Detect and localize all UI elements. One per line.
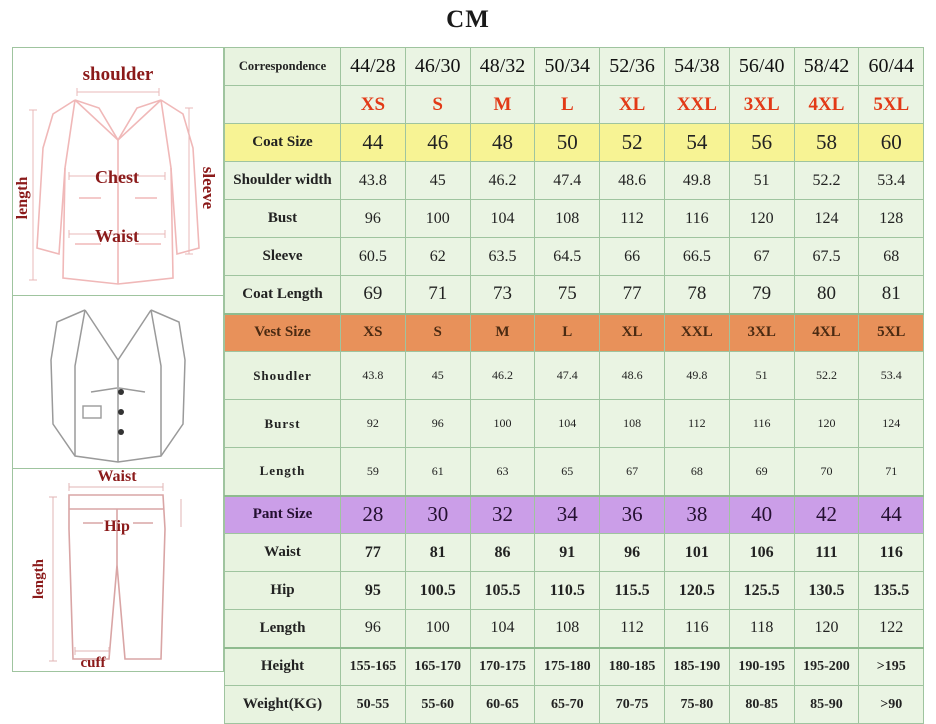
cell-vestlength-1: 59 [341,448,406,496]
cell-hip-9: 135.5 [859,572,924,610]
jacket-diagram [13,48,223,296]
cell-weight-2: 55-60 [405,686,470,724]
cell-bust-3: 104 [470,200,535,238]
table-row-letter-sizes [225,86,924,124]
cell-vestlength-5: 67 [600,448,665,496]
cell-weight-3: 60-65 [470,686,535,724]
cell-vestlength-4: 65 [535,448,600,496]
cell-weight-7: 80-85 [729,686,794,724]
cell-vestsize-5: XL [600,314,665,352]
cell-vestsize-7: 3XL [729,314,794,352]
table-row-coat-length [225,276,924,314]
table-row-vest-size [225,314,924,352]
cell-waist-8: 111 [794,534,859,572]
svg-text:length: length [31,558,47,600]
row-label-letter-sizes [225,86,341,124]
row-label-weight: Weight(KG) [225,686,341,724]
cell-bust-4: 108 [535,200,600,238]
pants-icon [13,469,223,669]
cell-correspondence-8: 58/42 [794,48,859,86]
cell-hip-4: 110.5 [535,572,600,610]
cell-vestlength-9: 71 [859,448,924,496]
table-row-vest-burst [225,400,924,448]
cell-pantlength-4: 108 [535,610,600,648]
cell-waist-1: 77 [341,534,406,572]
cell-shoulderwidth-6: 49.8 [664,162,729,200]
cell-vestburst-7: 116 [729,400,794,448]
cell-coatlength-5: 77 [600,276,665,314]
cell-hip-5: 115.5 [600,572,665,610]
illustration-column [12,47,224,672]
svg-text:Waist: Waist [94,226,140,246]
cell-pantsize-1: 28 [341,496,406,534]
cell-coatsize-5: 52 [600,124,665,162]
row-label-bust: Bust [225,200,341,238]
cell-sleeve-4: 64.5 [535,238,600,276]
cell-sleeve-7: 67 [729,238,794,276]
cell-correspondence-1: 44/28 [341,48,406,86]
cell-vestsize-3: M [470,314,535,352]
cell-vestburst-2: 96 [405,400,470,448]
cell-shoulderwidth-7: 51 [729,162,794,200]
cell-vestsize-1: XS [341,314,406,352]
cell-letter-9: 5XL [859,86,924,124]
cell-weight-4: 65-70 [535,686,600,724]
cell-coatsize-2: 46 [405,124,470,162]
row-label-pant-size: Pant Size [225,496,341,534]
cell-letter-5: XL [600,86,665,124]
pants-diagram [13,469,223,671]
jacket-icon [13,48,223,295]
cell-pantlength-5: 112 [600,610,665,648]
table-row-coat-size [225,124,924,162]
row-label-vest-shoulder: Shoudler [225,352,341,400]
cell-sleeve-3: 63.5 [470,238,535,276]
cell-bust-8: 124 [794,200,859,238]
cell-correspondence-6: 54/38 [664,48,729,86]
cell-vestburst-9: 124 [859,400,924,448]
table-row-waist [225,534,924,572]
cell-sleeve-8: 67.5 [794,238,859,276]
cell-vestshoulder-5: 48.6 [600,352,665,400]
cell-waist-5: 96 [600,534,665,572]
cell-coatsize-4: 50 [535,124,600,162]
page-title: CM [446,6,490,33]
cell-vestshoulder-1: 43.8 [341,352,406,400]
cell-vestsize-8: 4XL [794,314,859,352]
cell-pantlength-9: 122 [859,610,924,648]
cell-bust-2: 100 [405,200,470,238]
cell-vestlength-2: 61 [405,448,470,496]
table-row-sleeve [225,238,924,276]
table-row-vest-length [225,448,924,496]
row-label-coat-length: Coat Length [225,276,341,314]
cell-correspondence-2: 46/30 [405,48,470,86]
cell-vestshoulder-8: 52.2 [794,352,859,400]
cell-pantsize-5: 36 [600,496,665,534]
cell-pantlength-2: 100 [405,610,470,648]
cell-bust-5: 112 [600,200,665,238]
cell-pantlength-3: 104 [470,610,535,648]
cell-vestlength-7: 69 [729,448,794,496]
cell-hip-1: 95 [341,572,406,610]
cell-vestburst-6: 112 [664,400,729,448]
cell-sleeve-5: 66 [600,238,665,276]
cell-letter-1: XS [341,86,406,124]
svg-text:cuff: cuff [80,655,106,669]
svg-text:Chest: Chest [95,167,139,187]
row-label-pant-length: Length [225,610,341,648]
cell-coatsize-7: 56 [729,124,794,162]
cell-pantsize-6: 38 [664,496,729,534]
cell-height-9: >195 [859,648,924,686]
cell-bust-6: 116 [664,200,729,238]
row-label-height: Height [225,648,341,686]
cell-waist-7: 106 [729,534,794,572]
cell-height-4: 175-180 [535,648,600,686]
table-row-weight [225,686,924,724]
cell-hip-2: 100.5 [405,572,470,610]
cell-height-8: 195-200 [794,648,859,686]
cell-vestshoulder-3: 46.2 [470,352,535,400]
cell-height-2: 165-170 [405,648,470,686]
cell-letter-7: 3XL [729,86,794,124]
row-label-vest-burst: Burst [225,400,341,448]
cell-vestsize-9: 5XL [859,314,924,352]
cell-coatlength-4: 75 [535,276,600,314]
cell-vestshoulder-6: 49.8 [664,352,729,400]
row-label-waist: Waist [225,534,341,572]
cell-waist-4: 91 [535,534,600,572]
table-row-vest-shoulder [225,352,924,400]
cell-vestsize-4: L [535,314,600,352]
svg-text:sleeve: sleeve [199,166,218,210]
row-label-coat-size: Coat Size [225,124,341,162]
row-label-correspondence: Correspondence [225,48,341,86]
cell-sleeve-6: 66.5 [664,238,729,276]
cell-vestsize-6: XXL [664,314,729,352]
table-row-hip [225,572,924,610]
cell-pantsize-2: 30 [405,496,470,534]
cell-height-1: 155-165 [341,648,406,686]
cell-coatlength-3: 73 [470,276,535,314]
cell-bust-7: 120 [729,200,794,238]
cell-coatsize-6: 54 [664,124,729,162]
cell-coatlength-9: 81 [859,276,924,314]
cell-waist-6: 101 [664,534,729,572]
vest-diagram [13,296,223,469]
cell-coatsize-9: 60 [859,124,924,162]
cell-vestburst-5: 108 [600,400,665,448]
table-row-bust [225,200,924,238]
cell-letter-3: M [470,86,535,124]
cell-vestsize-2: S [405,314,470,352]
cell-vestburst-3: 100 [470,400,535,448]
cell-sleeve-2: 62 [405,238,470,276]
cell-coatlength-7: 79 [729,276,794,314]
cell-coatsize-8: 58 [794,124,859,162]
size-chart-table [224,47,924,724]
cell-vestshoulder-7: 51 [729,352,794,400]
cell-pantsize-4: 34 [535,496,600,534]
cell-pantsize-8: 42 [794,496,859,534]
cell-coatlength-2: 71 [405,276,470,314]
cell-coatsize-1: 44 [341,124,406,162]
cell-bust-1: 96 [341,200,406,238]
cell-vestlength-8: 70 [794,448,859,496]
cell-hip-3: 105.5 [470,572,535,610]
cell-height-3: 170-175 [470,648,535,686]
cell-vestburst-8: 120 [794,400,859,448]
cell-vestburst-1: 92 [341,400,406,448]
svg-text:Hip: Hip [104,518,130,535]
cell-correspondence-5: 52/36 [600,48,665,86]
cell-waist-2: 81 [405,534,470,572]
row-label-hip: Hip [225,572,341,610]
row-label-shoulder-width: Shoulder width [225,162,341,200]
table-row-pant-size [225,496,924,534]
cell-letter-6: XXL [664,86,729,124]
cell-shoulderwidth-1: 43.8 [341,162,406,200]
row-label-vest-size: Vest Size [225,314,341,352]
cell-hip-6: 120.5 [664,572,729,610]
cell-height-7: 190-195 [729,648,794,686]
cell-coatlength-6: 78 [664,276,729,314]
cell-pantsize-7: 40 [729,496,794,534]
cell-letter-2: S [405,86,470,124]
cell-correspondence-7: 56/40 [729,48,794,86]
svg-text:Waist: Waist [97,469,137,485]
cell-shoulderwidth-9: 53.4 [859,162,924,200]
cell-shoulderwidth-3: 46.2 [470,162,535,200]
svg-text:length: length [14,176,31,220]
cell-shoulderwidth-2: 45 [405,162,470,200]
cell-correspondence-3: 48/32 [470,48,535,86]
cell-letter-8: 4XL [794,86,859,124]
row-label-sleeve: Sleeve [225,238,341,276]
cell-height-6: 185-190 [664,648,729,686]
table-row-shoulder-width [225,162,924,200]
cell-correspondence-9: 60/44 [859,48,924,86]
cell-pantsize-9: 44 [859,496,924,534]
cell-pantlength-1: 96 [341,610,406,648]
table-row-correspondence [225,48,924,86]
svg-text:shoulder: shoulder [82,64,154,85]
cell-weight-9: >90 [859,686,924,724]
cell-pantlength-8: 120 [794,610,859,648]
cell-waist-3: 86 [470,534,535,572]
cell-coatsize-3: 48 [470,124,535,162]
cell-height-5: 180-185 [600,648,665,686]
cell-coatlength-8: 80 [794,276,859,314]
cell-weight-8: 85-90 [794,686,859,724]
cell-pantlength-7: 118 [729,610,794,648]
cell-hip-7: 125.5 [729,572,794,610]
cell-hip-8: 130.5 [794,572,859,610]
cell-correspondence-4: 50/34 [535,48,600,86]
cell-sleeve-9: 68 [859,238,924,276]
cell-pantlength-6: 116 [664,610,729,648]
cell-pantsize-3: 32 [470,496,535,534]
cell-sleeve-1: 60.5 [341,238,406,276]
cell-letter-4: L [535,86,600,124]
cell-vestlength-6: 68 [664,448,729,496]
cell-coatlength-1: 69 [341,276,406,314]
cell-weight-1: 50-55 [341,686,406,724]
cell-vestlength-3: 63 [470,448,535,496]
cell-weight-5: 70-75 [600,686,665,724]
row-label-vest-length: Length [225,448,341,496]
cell-weight-6: 75-80 [664,686,729,724]
cell-bust-9: 128 [859,200,924,238]
vest-icon [13,296,223,468]
cell-shoulderwidth-8: 52.2 [794,162,859,200]
cell-waist-9: 116 [859,534,924,572]
table-row-pant-length [225,610,924,648]
cell-vestshoulder-4: 47.4 [535,352,600,400]
cell-shoulderwidth-4: 47.4 [535,162,600,200]
cell-vestburst-4: 104 [535,400,600,448]
cell-vestshoulder-9: 53.4 [859,352,924,400]
cell-shoulderwidth-5: 48.6 [600,162,665,200]
cell-vestshoulder-2: 45 [405,352,470,400]
